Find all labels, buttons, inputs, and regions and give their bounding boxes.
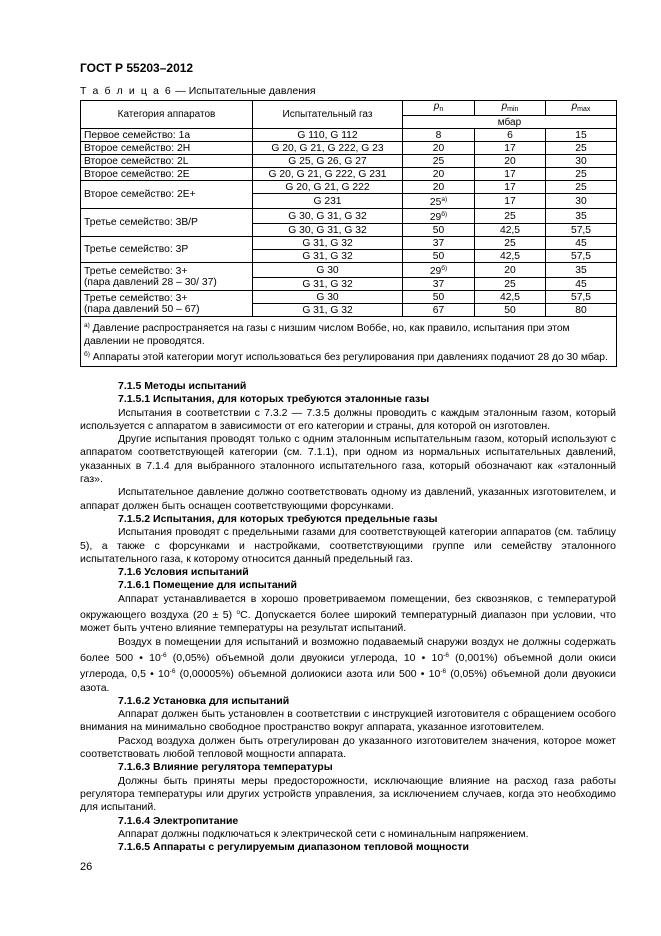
table-row: Второе семейство: 2L G 25, G 26, G 27 25 20 30 [81,155,617,168]
table-row: Третье семейство: 3+ (пара давлений 28 – 30/ 37) G 30 $29^{б)}$ 20 35 [81,263,617,278]
table-caption-title: — Испытательные давления [172,85,316,97]
col-header-pmax: $p_{max}$ [546,101,617,116]
paragraph: Испытательное давление должно соответствовать одному из давлений, указанных изготовителем, и аппарат должен быть оснащен соответствующими форсунками. [80,486,616,512]
section-heading: 7.1.5.1 Испытания, для которых требуются эталонные газы [118,393,430,406]
section-heading: 7.1.5.2 Испытания, для которых требуются предельные газы [118,512,438,525]
col-header-pn: $p_n$ [403,101,475,116]
page-number: 26 [80,861,93,873]
paragraph: Воздух в помещении для испытаний и возможно подаваемый снаружи воздух не должны содержать более 500 • $10^{-6}$ (0,05%) объемной доли двуокиси углерода, 10 • $10^{-6}$ (0,001%) объемной доли окиси углерода, 0,5 • $10^{-6}$ (0,00005%) объемной долиокиси азота или 500 • $10^{-6}$ (0,05%) объемной доли двуокиси азота. [80,635,617,694]
table-row: Третье семейство: 3Р G 31, G 32 37 25 45 [81,237,617,250]
col-header-gas: Испытательный газ [253,101,403,129]
col-header-pmin: $p_{min}$ [475,101,546,116]
table-caption-prefix: Т а б л и ц а 6 [80,85,173,97]
document-header: ГОСТ Р 55203–2012 [80,61,194,75]
section-heading: 7.1.6.5 Аппараты с регулируемым диапазоном тепловой мощности [118,841,469,854]
paragraph: Другие испытания проводят только с одним эталонным испытательным газом, который используют с аппаратом соответствующей категории (см. 7.1.1), при одном из нормальных испытательных давлений, указанных в 7.1.4 для выбранного эталонного испытательного газа, который обозначают как «эталонный газ». [80,433,616,486]
footnote-ref-b: б) [441,265,448,272]
section-heading: 7.1.6.3 Влияние регулятора температуры [118,761,333,774]
paragraph: Аппарат устанавливается в хорошо проветриваемом помещении, без сквозняков, с температурой окружающего воздуха (20 ± 5) $^о$С. Допускается более широкий температурный диапазон при условии, что может быть учтено влияние температуры на результат испытаний. [80,592,616,635]
table-row: G 30, G 31, G 32 50 42,5 57,5 [81,224,617,237]
section-heading: 7.1.5 Методы испытаний [118,380,247,392]
table-caption [80,85,316,97]
table-row: Третье семейство: 3В/Р G 30, G 31, G 32 $29^{б)}$ 25 35 [81,209,617,224]
table-notes-row [81,317,617,367]
table-notes [81,317,617,367]
section-heading: 7.1.6 Условия испытаний [118,566,249,579]
table-row: Второе семейство: 2Н G 20, G 21, G 222, G 23 20 17 25 [81,142,617,155]
paragraph: Аппарат должен быть установлен в соответствии с инструкцией изготовителя с обращением особого внимания на минимально свободное пространство вокруг аппарата, указанное изготовителем. [80,708,616,734]
section-heading: 7.1.6.4 Электропитание [118,814,239,827]
table-row: G 31, G 32 50 42,5 57,5 [81,250,617,263]
paragraph: Испытания в соответствии с 7.3.2 — 7.3.5 должны проводить с каждым эталонным газом, который используется с аппаратом в зависимости от его категории и страны, для которой он изготовлен. [80,406,616,432]
body-text [80,380,616,854]
paragraph: Испытания проводят с предельными газами для соответствующей категории аппаратов (см. таблицу 5), а также с форсунками и настройками, соответствующими группе или семейству эталонного испытательного газа, к которому относится данный предельный газ. [80,526,616,565]
section-heading: 7.1.6.2 Установка для испытаний [118,694,290,707]
note-b: $^{б)}$ Аппараты этой категории могут использоваться без регулирования при давлениях подачиот 28 до 30 мбар. [84,351,608,363]
unit-header: мбар [403,116,617,129]
table-row: G 231 25$^{a)}$ 17 30 [81,194,617,209]
section-heading: 7.1.6.1 Помещение для испытаний [118,579,297,592]
col-header-category: Категория аппаратов [81,101,253,129]
table-row: Третье семейство: 3+ (пара давлений 50 – 67) G 30 50 42,5 57,5 [81,291,617,304]
paragraph: Должны быть приняты меры предосторожности, исключающие влияние на расход газа работы регулятора температуры или других устройств управления, за исключением случаев, когда это необходимо для испытаний. [80,774,616,814]
paragraph: Аппарат должны подключаться к электрической сети с номинальным напряжением. [118,827,529,840]
footnote-ref-a: a) [441,196,448,203]
note-a: $^{а)}$ Давление распространяется на газы с низшим числом Воббе, но, как правило, испытания при этом давлении не проводятся. [84,322,570,347]
table-row: G 31, G 32 37 25 45 [81,278,617,291]
paragraph: Расход воздуха должен быть отрегулирован до указанного изготовителем значения, которое может соответствовать любой тепловой мощности аппарата. [80,734,616,761]
footnote-ref-b: б) [441,211,448,218]
table-row: Первое семейство: 1а G 110, G 112 8 6 15 [81,129,617,142]
table-row: G 31, G 32 67 50 80 [81,304,617,317]
table-row: Второе семейство: 2Е+ G 20, G 21, G 222 20 17 25 [81,181,617,194]
test-pressure-table [80,100,617,367]
table-row: Второе семейство: 2Е G 20, G 21, G 222, G 231 20 17 25 [81,168,617,181]
table-header-row [81,101,617,116]
